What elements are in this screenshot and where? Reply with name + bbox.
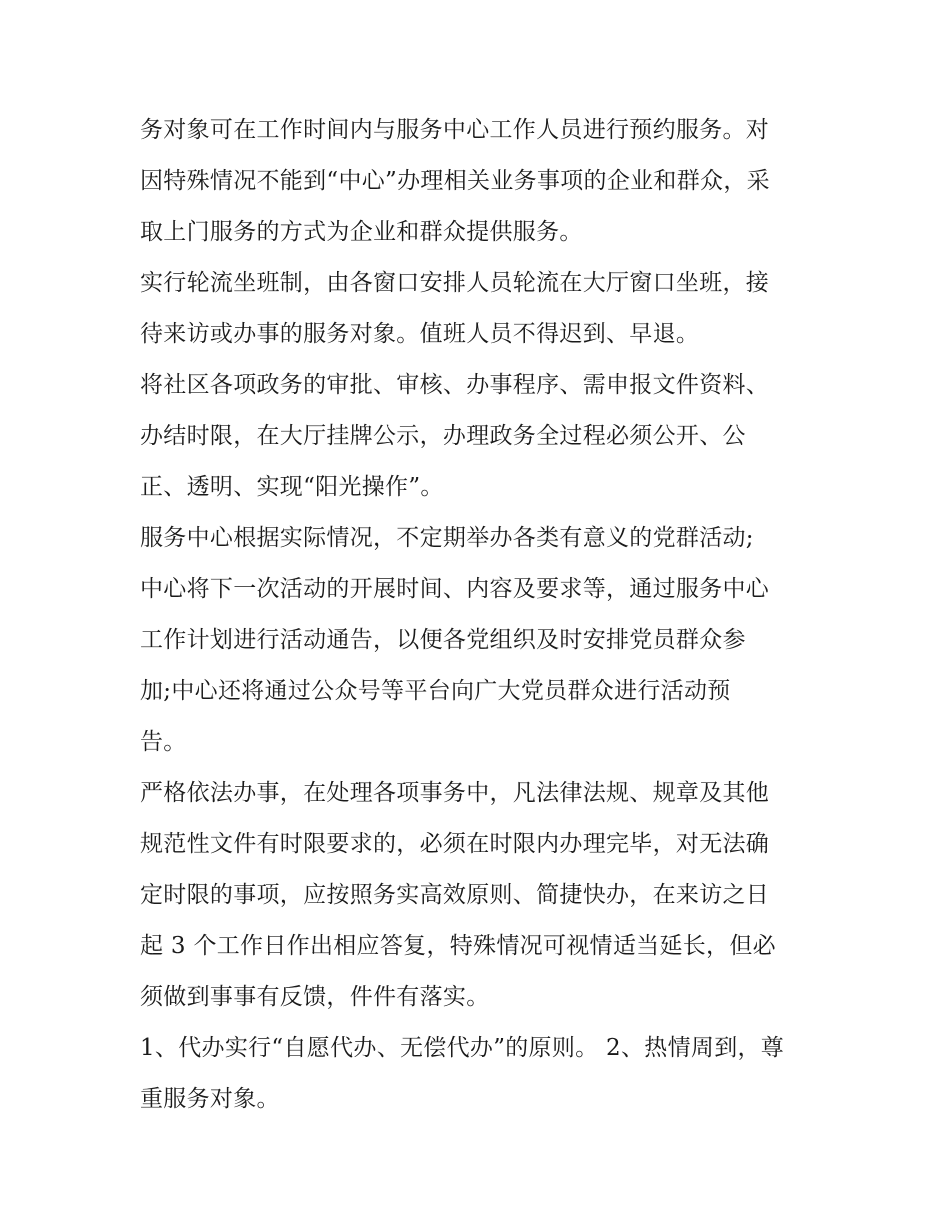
text-line: 规范性文件有时限要求的，必须在时限内办理完毕，对无法确 <box>140 831 770 857</box>
paragraph-party-activities <box>140 513 815 768</box>
text-line: 工作计划进行活动通告，以便各党组织及时安排党员群众参 <box>140 627 746 653</box>
text-line: 办结时限，在大厅挂牌公示，办理政务全过程必须公开、公 <box>140 423 746 449</box>
paragraph-rotation-duty <box>140 258 815 360</box>
text-line: 定时限的事项，应按照务实高效原则、简捷快办，在来访之日 <box>140 882 770 908</box>
paragraph-public-disclosure <box>140 360 815 513</box>
text-line: 取上门服务的方式为企业和群众提供服务。 <box>140 219 583 245</box>
paragraph-agency-principles <box>140 1023 815 1125</box>
text-line: 待来访或办事的服务对象。值班人员不得迟到、早退。 <box>140 321 700 347</box>
text-line: 实行轮流坐班制，由各窗口安排人员轮流在大厅窗口坐班，接 <box>140 270 770 296</box>
paragraph-lawful-handling <box>140 768 815 1023</box>
text-line: 1、代办实行“自愿代办、无偿代办”的原则。 2、热情周到，尊 <box>140 1035 785 1061</box>
text-line: 起 3 个工作日作出相应答复，特殊情况可视情适当延长，但必 <box>140 933 776 959</box>
text-line: 告。 <box>140 729 187 755</box>
text-line: 重服务对象。 <box>140 1086 280 1112</box>
text-line: 加;中心还将通过公众号等平台向广大党员群众进行活动预 <box>140 678 731 704</box>
text-line: 严格依法办事，在处理各项事务中，凡法律法规、规章及其他 <box>140 780 770 806</box>
text-line: 将社区各项政务的审批、审核、办事程序、需申报文件资料、 <box>140 372 770 398</box>
document-body <box>140 105 815 1125</box>
paragraph-appointment-service <box>140 105 815 258</box>
text-line: 服务中心根据实际情况，不定期举办各类有意义的党群活动; <box>140 525 754 551</box>
text-line: 正、透明、实现“阳光操作”。 <box>140 474 444 500</box>
text-line: 须做到事事有反馈，件件有落实。 <box>140 984 490 1010</box>
text-line: 因特殊情况不能到“中心”办理相关业务事项的企业和群众，采 <box>140 168 770 194</box>
text-line: 务对象可在工作时间内与服务中心工作人员进行预约服务。对 <box>140 117 770 143</box>
text-line: 中心将下一次活动的开展时间、内容及要求等，通过服务中心 <box>140 576 770 602</box>
